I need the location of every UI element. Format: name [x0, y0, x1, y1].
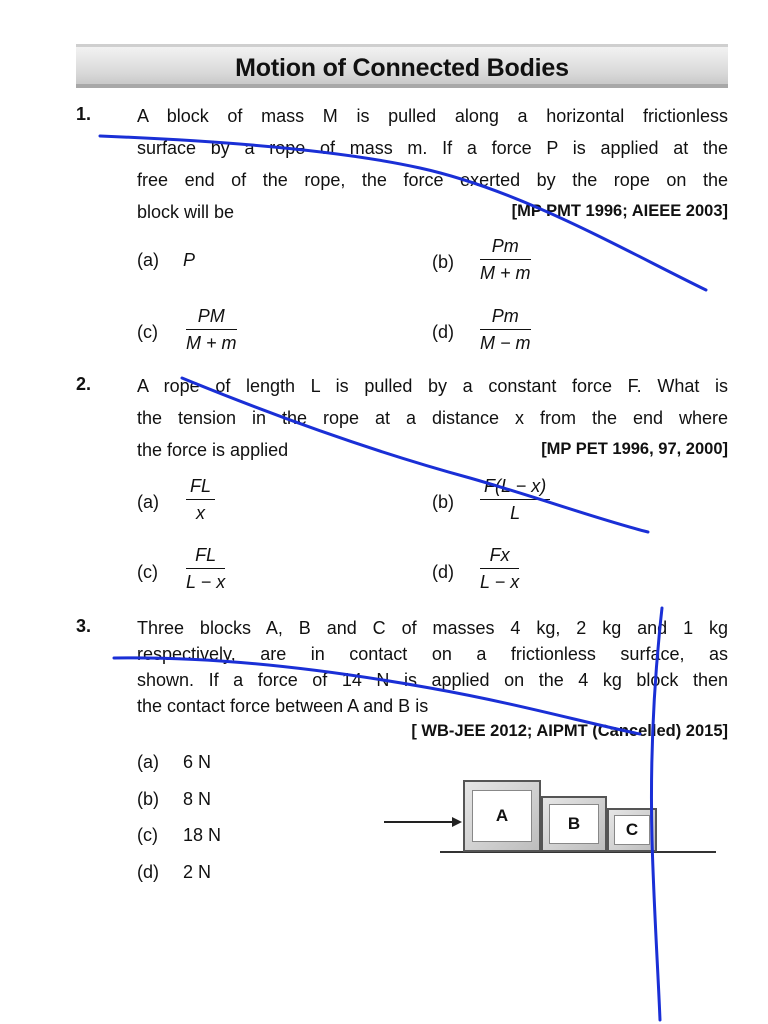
q2-option-a-denominator: x	[186, 499, 215, 524]
q1-option-d-denominator: M − m	[480, 329, 531, 354]
q1-option-c-numerator: PM	[197, 306, 225, 326]
q2-option-d-denominator: L − x	[480, 568, 519, 593]
q2-option-d-fraction	[480, 545, 519, 593]
q2-option-c-fraction	[186, 545, 225, 593]
q1-option-d-fraction	[480, 306, 531, 354]
q2-option-b-label: (b)	[432, 492, 454, 512]
q3-option-a-text: 6 N	[183, 752, 212, 772]
question-1-line-3: free end of the rope, the force exerted by the rope on the	[137, 170, 728, 190]
q2-option-d-label: (d)	[432, 562, 454, 582]
q3-option-b-text: 8 N	[183, 789, 212, 809]
q2-option-a-label: (a)	[137, 492, 159, 512]
question-2-line-1: A rope of length L is pulled by a constant force F. What is	[137, 376, 728, 396]
q2-option-c-label: (c)	[137, 562, 158, 582]
q3-option-a-label: (a)	[137, 752, 159, 772]
q2-option-b-numerator: F(L − x)	[484, 476, 547, 496]
question-1-source: [MP PMT 1996; AIEEE 2003]	[511, 202, 728, 220]
question-1-line-4: block will be	[137, 202, 235, 222]
q1-option-b-fraction	[480, 236, 531, 284]
q1-option-a-label: (a)	[137, 250, 159, 270]
question-3-line-4: the contact force between A and B is	[137, 696, 429, 716]
q1-option-c-label: (c)	[137, 322, 158, 342]
q1-option-b-denominator: M + m	[480, 259, 531, 284]
question-2-line-2: the tension in the rope at a distance x from the end where	[137, 408, 728, 428]
q3-option-b-label: (b)	[137, 789, 159, 809]
q1-option-d-label: (d)	[432, 322, 454, 342]
q2-option-c-numerator: FL	[195, 545, 217, 565]
question-3-source: [ WB-JEE 2012; AIPMT (Cancelled) 2015]	[411, 722, 728, 740]
q3-option-c-text: 18 N	[183, 825, 222, 845]
q2-option-d-numerator: Fx	[489, 545, 510, 565]
page-title: Motion of Connected Bodies	[235, 54, 569, 82]
question-2-number: 2.	[76, 374, 92, 394]
title-banner	[76, 44, 728, 88]
q1-option-a-text: P	[183, 250, 196, 270]
q1-option-c-fraction	[186, 306, 237, 354]
q1-option-b-label: (b)	[432, 252, 454, 272]
q1-option-b-numerator: Pm	[491, 236, 519, 256]
question-3-number: 3.	[76, 616, 92, 636]
block-b-label: B	[549, 804, 599, 844]
q2-option-a-fraction	[186, 476, 215, 524]
block-b	[541, 796, 607, 852]
question-3-line-1: Three blocks A, B and C of masses 4 kg, 2 kg and 1 kg	[137, 618, 728, 638]
q2-option-b-denominator: L	[480, 499, 550, 524]
q2-option-b-fraction	[480, 476, 550, 524]
q1-option-d-numerator: Pm	[491, 306, 519, 326]
block-a-label: A	[472, 790, 531, 842]
block-a	[463, 780, 541, 852]
q2-option-c-denominator: L − x	[186, 568, 225, 593]
question-1-line-1: A block of mass M is pulled along a horizontal frictionless	[137, 106, 728, 126]
blocks-diagram	[380, 772, 720, 862]
q3-option-d-text: 2 N	[183, 862, 212, 882]
q1-option-c-denominator: M + m	[186, 329, 237, 354]
block-c	[607, 808, 657, 852]
block-c-label: C	[614, 815, 651, 845]
q3-option-d-label: (d)	[137, 862, 159, 882]
question-3-line-2: respectively, are in contact on a frictionless surface, as	[137, 644, 728, 664]
force-arrow-head	[452, 817, 462, 827]
question-2-line-3: the force is applied	[137, 440, 289, 460]
question-1-line-2: surface by a rope of mass m. If a force P is applied at the	[137, 138, 728, 158]
q3-option-c-label: (c)	[137, 825, 158, 845]
q2-option-a-numerator: FL	[190, 476, 212, 496]
question-3-line-3: shown. If a force of 14 N is applied on the 4 kg block then	[137, 670, 728, 690]
question-1-number: 1.	[76, 104, 92, 124]
question-2-source: [MP PET 1996, 97, 2000]	[541, 440, 728, 458]
